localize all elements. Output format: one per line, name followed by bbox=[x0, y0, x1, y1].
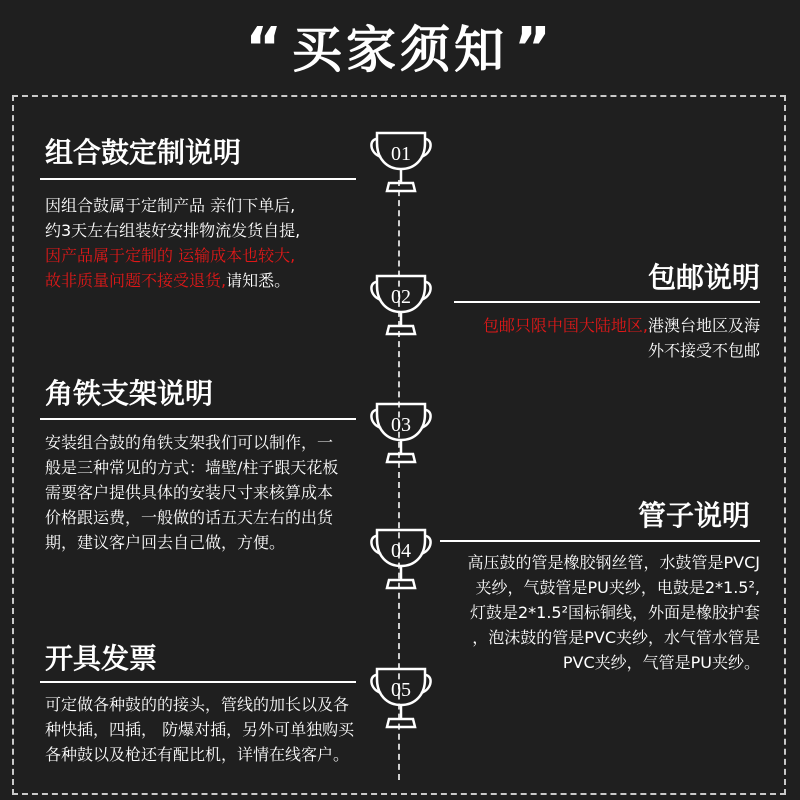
tubes-text bbox=[410, 550, 760, 675]
custom-drum-line-4-rest: 请知悉。 bbox=[226, 271, 291, 290]
invoice-heading: 开具发票 bbox=[45, 642, 158, 675]
tubes-line: 高压鼓的管是橡胶钢丝管，水鼓管是PVCJ bbox=[467, 553, 760, 572]
shipping-text bbox=[420, 313, 760, 363]
trophy-icon-03 bbox=[367, 398, 435, 468]
custom-drum-rule bbox=[40, 178, 356, 180]
custom-drum-heading: 组合鼓定制说明 bbox=[45, 136, 242, 169]
bracket-rule bbox=[40, 418, 356, 420]
custom-drum-text bbox=[45, 193, 300, 293]
custom-drum-line-1: 因组合鼓属于定制产品 亲们下单后, bbox=[45, 196, 296, 215]
step-number-01: 01 bbox=[391, 143, 411, 165]
invoice-line: 各种鼓以及枪还有配比机，详情在线客户。 bbox=[45, 745, 350, 764]
tubes-rule bbox=[440, 540, 760, 542]
tubes-heading: 管子说明 bbox=[637, 499, 750, 532]
bracket-text bbox=[45, 430, 338, 555]
bracket-line: 期，建议客户回去自己做，方便。 bbox=[45, 533, 286, 552]
tubes-line: ，泡沫鼓的管是PVC夹纱，水气管水管是 bbox=[472, 628, 760, 647]
bracket-line: 安装组合鼓的角铁支架我们可以制作，一 bbox=[45, 433, 334, 452]
title-text: 买家须知 bbox=[292, 21, 508, 79]
invoice-rule bbox=[40, 681, 356, 683]
custom-drum-line-2: 约3天左右组装好安排物流发货自提, bbox=[45, 221, 301, 240]
tubes-line: 夹纱，气鼓管是PU夹纱，电鼓是2*1.5², bbox=[475, 578, 760, 597]
shipping-heading: 包邮说明 bbox=[647, 261, 760, 294]
step-number-03: 03 bbox=[391, 414, 411, 436]
trophy-icon-01 bbox=[367, 127, 435, 197]
step-number-05: 05 bbox=[391, 679, 411, 701]
bracket-line: 般是三种常见的方式：墙壁/柱子跟天花板 bbox=[45, 458, 339, 477]
shipping-line-1-red: 包邮只限中国大陆地区, bbox=[482, 316, 648, 335]
shipping-rule bbox=[454, 301, 760, 303]
invoice-line: 可定做各种鼓的的接头，管线的加长以及各 bbox=[45, 695, 350, 714]
invoice-line: 种快插，四插， 防爆对插，另外可单独购买 bbox=[45, 720, 355, 739]
page-title bbox=[0, 14, 800, 84]
shipping-line-2: 外不接受不包邮 bbox=[647, 341, 760, 360]
bracket-heading: 角铁支架说明 bbox=[45, 377, 214, 410]
invoice-text bbox=[45, 692, 354, 767]
shipping-line-1-rest: 港澳台地区及海 bbox=[647, 316, 760, 335]
close-quote: ” bbox=[514, 16, 555, 81]
open-quote: “ bbox=[245, 16, 286, 81]
custom-drum-line-3: 因产品属于定制的 运输成本也较大, bbox=[45, 246, 296, 265]
custom-drum-line-4-red: 故非质量问题不接受退货, bbox=[45, 271, 227, 290]
bracket-line: 需要客户提供具体的安装尺寸来核算成本 bbox=[45, 483, 334, 502]
bracket-line: 价格跟运费，一般做的话五天左右的出货 bbox=[45, 508, 334, 527]
tubes-line: PVC夹纱，气管是PU夹纱。 bbox=[562, 653, 760, 672]
step-number-02: 02 bbox=[391, 286, 411, 308]
tubes-line: 灯鼓是2*1.5²国标铜线，外面是橡胶护套 bbox=[469, 603, 760, 622]
step-number-04: 04 bbox=[391, 540, 411, 562]
